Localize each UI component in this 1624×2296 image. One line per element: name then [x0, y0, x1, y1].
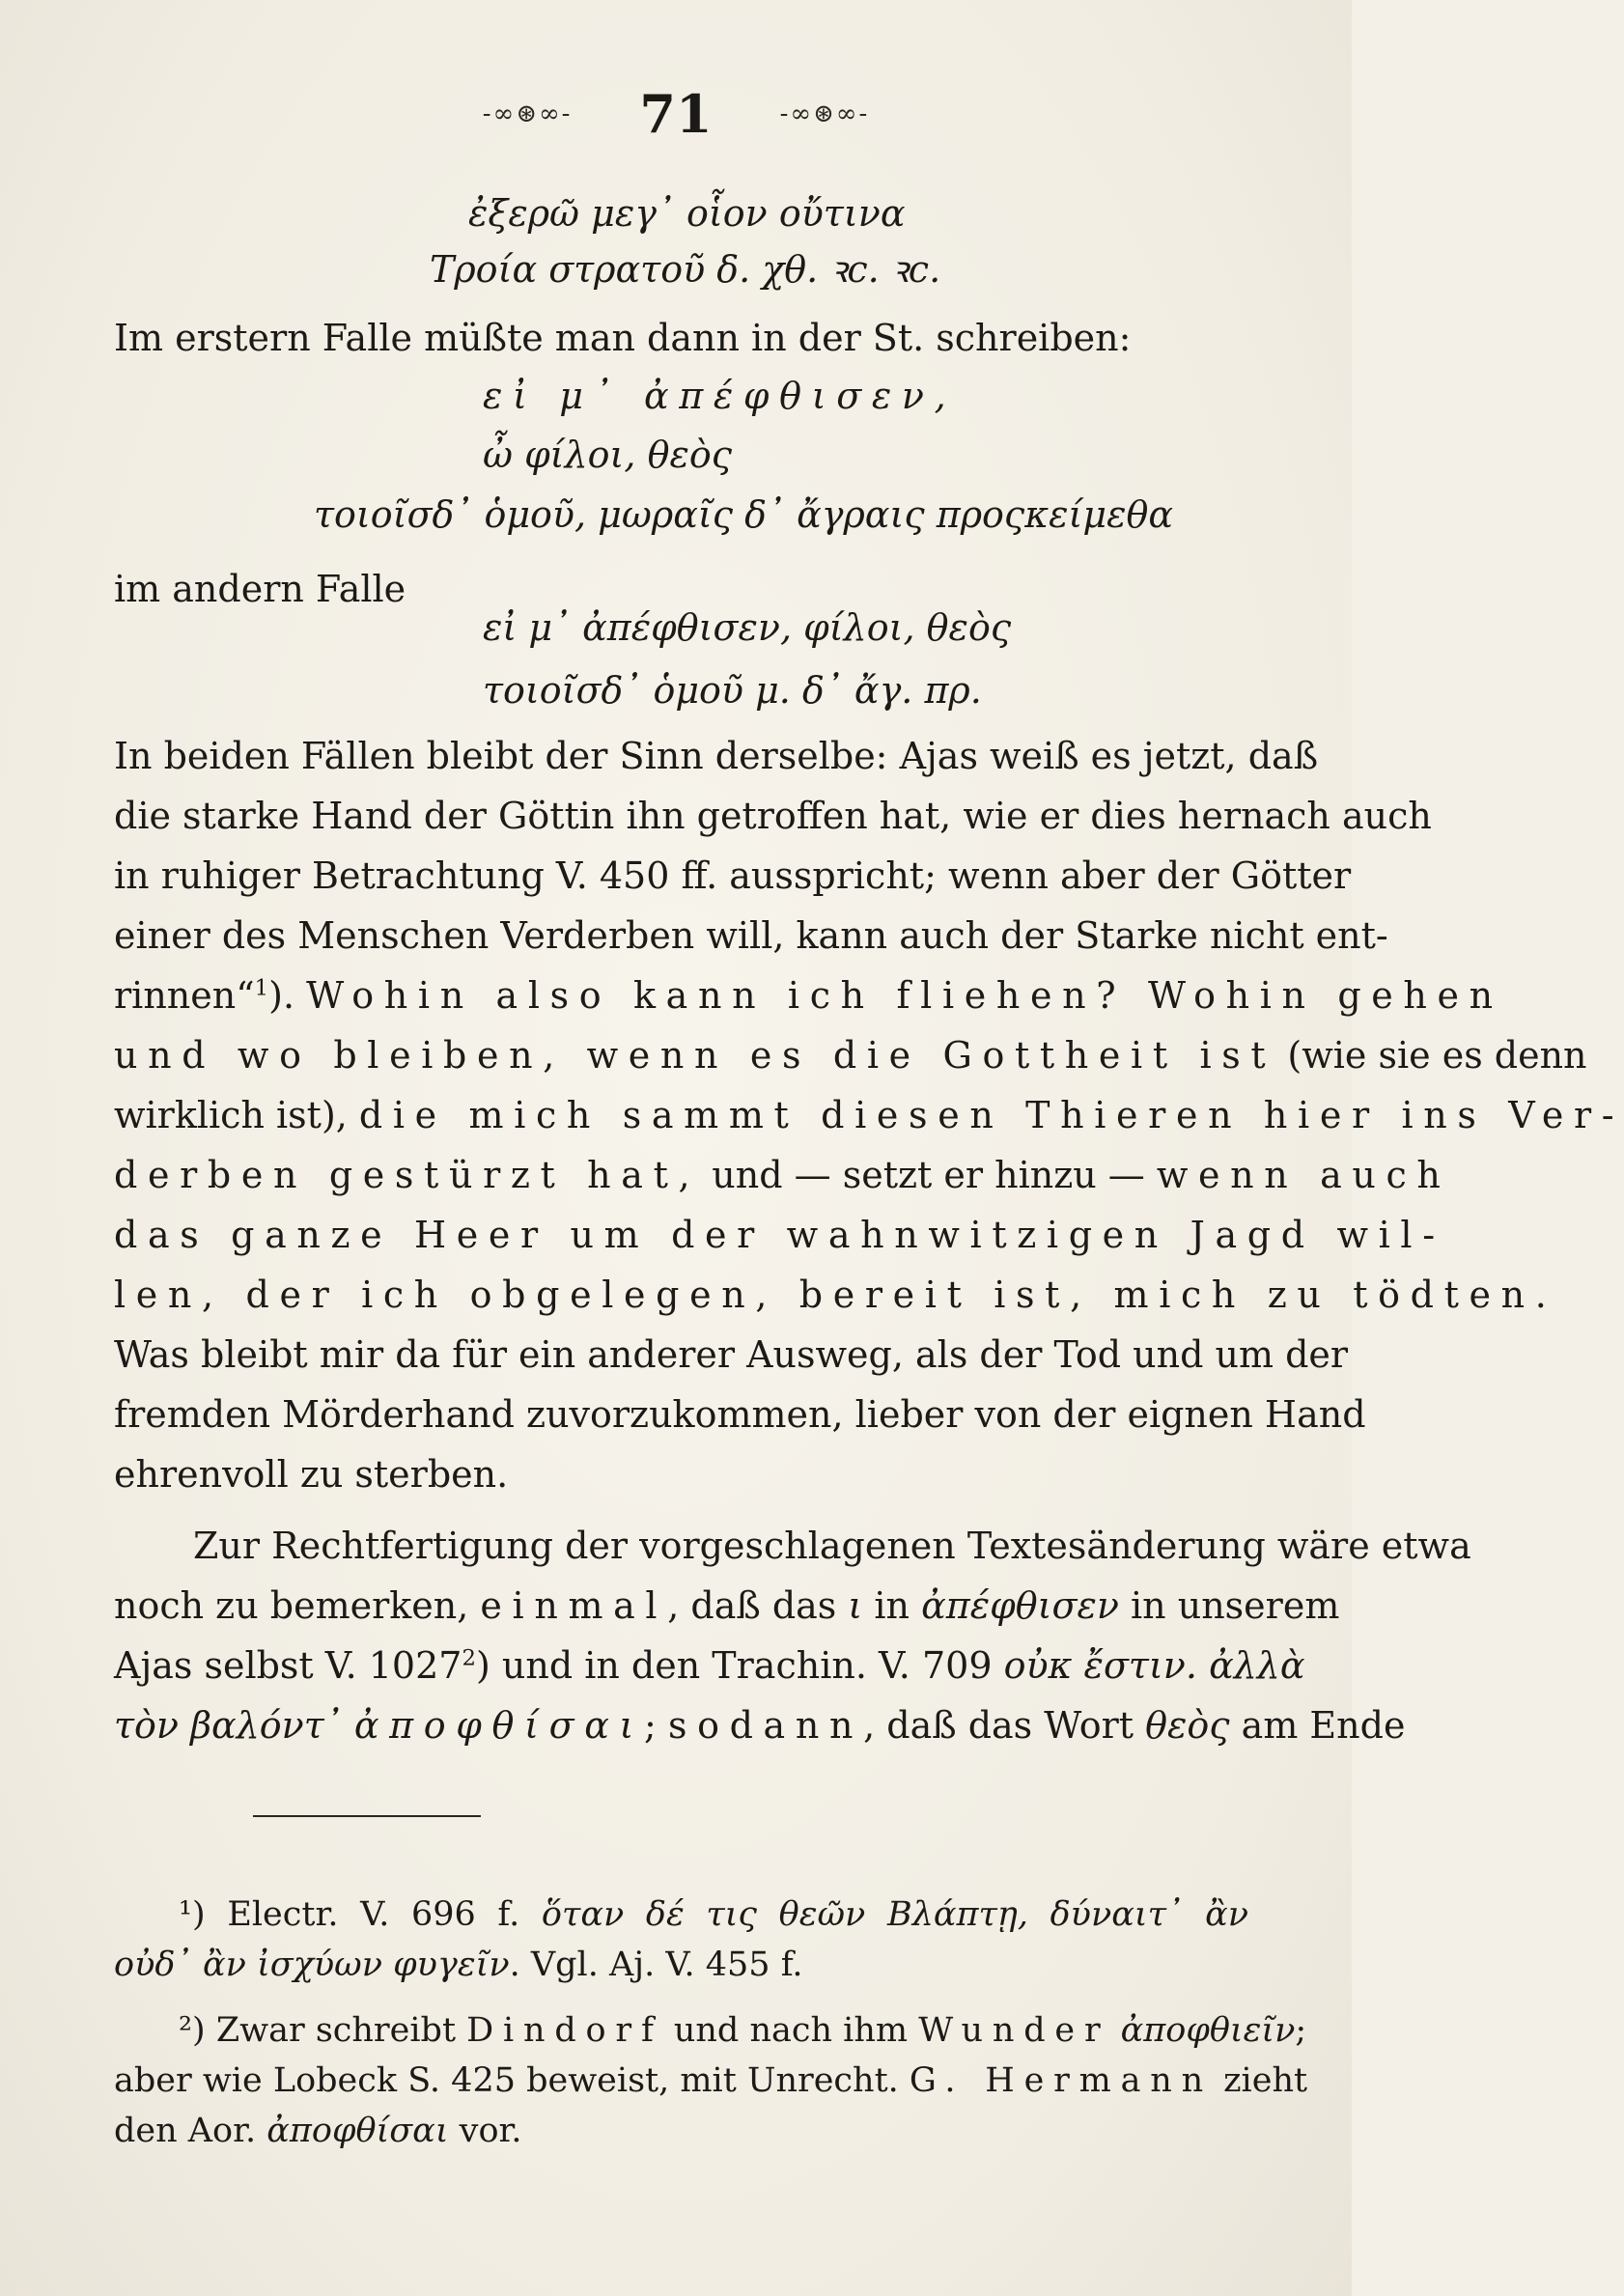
text-span — [1109, 2011, 1120, 2050]
footnote-ref: 1 — [254, 975, 269, 1001]
spaced-text: sodann — [667, 1704, 864, 1747]
footnote-mark: ¹) — [179, 1895, 206, 1934]
footnote-line — [179, 2008, 1307, 2053]
text-line — [114, 1582, 1340, 1630]
spaced-text: Wohin also kann ich fliehen? Wohin gehen — [306, 974, 1503, 1017]
ornament-right-icon: -∞⊛∞- — [779, 99, 870, 128]
text-span: aber wie Lobeck S. 425 beweist, mit Unrecht. — [114, 2061, 910, 2100]
spaced-text-line: das ganze Heer um der wahnwitzigen Jagd wil- — [114, 1214, 1445, 1256]
spaced-text: derben gestürzt hat, — [114, 1154, 701, 1196]
text-line: In beiden Fällen bleibt der Sinn derselbe: Ajas weiß es jetzt, daß — [114, 735, 1319, 777]
verse-line: ὦ φίλοι, θεὸς — [483, 434, 733, 476]
text-span: und nach ihm — [662, 2011, 919, 2050]
greek-text: ἀπέφθισεν — [921, 1584, 1119, 1627]
text-span: in unserem — [1118, 1584, 1340, 1627]
text-span: am Ende — [1229, 1704, 1406, 1747]
text-span: noch zu bemerken, — [114, 1584, 481, 1627]
greek-text: ι — [848, 1584, 863, 1627]
greek-text: τὸν βαλόντ᾽ — [114, 1704, 354, 1747]
spaced-text: und wo bleiben, wenn es die Gottheit ist — [114, 1034, 1276, 1077]
greek-quote-line: Τροία στρατοῦ δ. χθ. ꝛc. ꝛc. — [430, 248, 941, 291]
text-span: rinnen“ — [114, 974, 255, 1017]
spaced-text: Wunder — [918, 2011, 1110, 2050]
spaced-text: Dindorf — [466, 2011, 663, 2050]
spaced-text: die mich sammt diesen Thieren hier ins Ver- — [358, 1094, 1624, 1136]
greek-quote-line: ἐξερῶ μεγ᾽ οἷον οὔτινα — [468, 192, 906, 235]
text-span: ) und in den Trachin. V. 709 — [475, 1644, 1004, 1687]
verse-line: εἰ μ᾽ ἀπέφθισεν, — [483, 375, 957, 417]
greek-text: οὐκ ἔστιν. ἀλλὰ — [1003, 1644, 1305, 1687]
greek-text: ὅταν δέ τις θεῶν Βλάπτῃ, δύναιτ᾽ ἂν — [541, 1895, 1248, 1934]
text-span: Zwar schreibt — [205, 2011, 467, 2050]
spaced-text: wenn auch — [1156, 1154, 1451, 1196]
text-span: Electr. V. 696 f. — [205, 1895, 542, 1934]
text-line: Zur Rechtfertigung der vorgeschlagenen Textesänderung wäre etwa — [193, 1525, 1471, 1567]
greek-text: θεὸς — [1145, 1704, 1230, 1747]
ornament-left-icon: -∞⊛∞- — [482, 99, 573, 128]
spaced-text: einmal — [480, 1584, 668, 1627]
text-span: in — [862, 1584, 922, 1627]
verse-line: εἰ μ᾽ ἀπέφθισεν, φίλοι, θεὸς — [483, 606, 1012, 649]
footnote-line — [114, 2109, 1248, 2153]
text-span: den Aor. — [114, 2112, 267, 2150]
text-line — [114, 971, 1503, 1020]
text-line: fremden Mörderhand zuvorzukommen, lieber von der eignen Hand — [114, 1393, 1366, 1436]
footnote-line — [114, 1943, 1248, 1987]
text-line — [114, 1701, 1406, 1750]
text-span: , daß das — [667, 1584, 849, 1627]
spaced-text-line: len, der ich obgelegen, bereit ist, mich zu tödten. — [114, 1274, 1557, 1316]
page-number: 71 — [639, 83, 713, 145]
footnote-line — [179, 1892, 1248, 1937]
text-span: ; — [1295, 2011, 1307, 2050]
greek-text: οὐδ᾽ ἂν ἰσχύων φυγεῖν — [114, 1946, 510, 1984]
page-header — [0, 85, 1352, 143]
text-span: ). — [268, 974, 307, 1017]
text-span: zieht — [1212, 2061, 1308, 2100]
text-line — [114, 1151, 1451, 1199]
text-line — [114, 1091, 1624, 1139]
spaced-text: G. Hermann — [909, 2061, 1213, 2100]
greek-text: ἀποφθιεῖν — [1120, 2011, 1296, 2050]
verse-line: τοιοῖσδ᾽ ὁμοῦ, μωραῖς δ᾽ ἄγραις προςκείμεθα — [314, 493, 1174, 536]
text-line — [114, 1641, 1305, 1690]
text-span: vor. — [448, 2112, 522, 2150]
footnote-ref: 2 — [462, 1645, 476, 1671]
footnote-divider — [253, 1815, 481, 1817]
verse-line: τοιοῖσδ᾽ ὁμοῦ μ. δ᾽ ἄγ. πρ. — [483, 669, 982, 712]
text-line: Im erstern Falle müßte man dann in der St. schreiben: — [114, 317, 1132, 359]
text-line: in ruhiger Betrachtung V. 450 ff. ausspricht; wenn aber der Götter — [114, 854, 1352, 897]
text-span: wirklich ist), — [114, 1094, 359, 1136]
footnote-line — [114, 2058, 1308, 2103]
greek-spaced-text: ἀποφθίσαι — [353, 1704, 645, 1747]
text-span: Ajas selbst V. 1027 — [114, 1644, 462, 1687]
text-line: im andern Falle — [114, 568, 406, 610]
text-line — [114, 1031, 1587, 1079]
text-line: ehrenvoll zu sterben. — [114, 1453, 509, 1496]
text-span: . Vgl. Aj. V. 455 f. — [509, 1946, 803, 1984]
greek-text: ἀποφθίσαι — [266, 2112, 449, 2150]
text-line: die starke Hand der Göttin ihn getroffen hat, wie er dies hernach auch — [114, 795, 1432, 837]
text-span: (wie sie es denn — [1275, 1034, 1587, 1077]
text-line: Was bleibt mir da für ein anderer Ausweg, als der Tod und um der — [114, 1333, 1349, 1376]
text-span: ; — [644, 1704, 668, 1747]
text-span: und — setzt er hinzu — — [700, 1154, 1157, 1196]
text-span: , daß das Wort — [863, 1704, 1146, 1747]
text-line: einer des Menschen Verderben will, kann auch der Starke nicht ent- — [114, 914, 1388, 957]
footnote-mark: ²) — [179, 2011, 206, 2050]
